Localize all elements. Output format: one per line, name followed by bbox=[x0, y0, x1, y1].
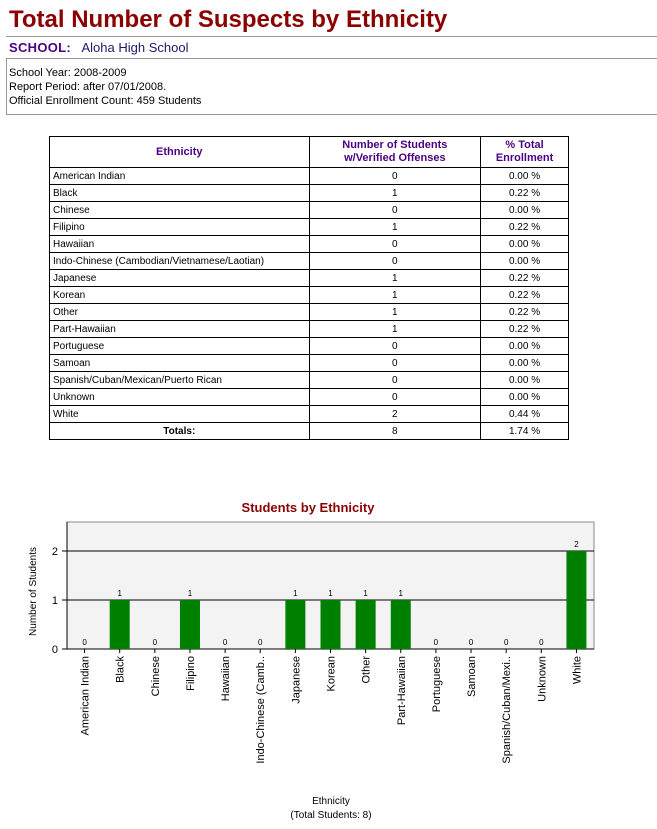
ethnicity-cell: Filipino bbox=[50, 219, 310, 236]
school-name: Aloha High School bbox=[81, 40, 189, 55]
count-cell: 1 bbox=[309, 219, 481, 236]
bar bbox=[356, 600, 376, 649]
ethnicity-cell: Samoan bbox=[50, 355, 310, 372]
table-row bbox=[50, 185, 569, 202]
bar bbox=[566, 551, 586, 649]
pct-cell: 0.22 % bbox=[481, 219, 569, 236]
ethnicity-cell: Spanish/Cuban/Mexican/Puerto Rican bbox=[50, 372, 310, 389]
x-tick-label: Black bbox=[114, 656, 127, 683]
y-tick-label: 2 bbox=[51, 546, 58, 558]
count-cell: 1 bbox=[309, 321, 481, 338]
table-row bbox=[50, 372, 569, 389]
report-title: Total Number of Suspects by Ethnicity bbox=[9, 6, 448, 33]
y-axis-title: Number of Students bbox=[28, 547, 39, 636]
pct-cell: 0.22 % bbox=[481, 185, 569, 202]
table-header-row bbox=[50, 137, 569, 168]
data-label: 1 bbox=[398, 589, 403, 598]
totals-label: Totals: bbox=[50, 423, 310, 440]
bar bbox=[180, 600, 200, 649]
ethnicity-cell: White bbox=[50, 406, 310, 423]
pct-cell: 0.44 % bbox=[481, 406, 569, 423]
totals-count: 8 bbox=[309, 423, 481, 440]
pct-cell: 0.00 % bbox=[481, 389, 569, 406]
ethnicity-cell: Chinese bbox=[50, 202, 310, 219]
bar bbox=[285, 600, 305, 649]
x-tick-label: Indo-Chinese (Camb.. bbox=[255, 656, 268, 764]
ethnicity-cell: Indo-Chinese (Cambodian/Vietnamese/Laotian) bbox=[50, 253, 310, 270]
table-body bbox=[50, 168, 569, 440]
pct-cell: 0.00 % bbox=[481, 168, 569, 185]
table-row bbox=[50, 219, 569, 236]
table-row bbox=[50, 389, 569, 406]
x-tick-label: Chinese bbox=[149, 656, 162, 697]
data-label: 1 bbox=[187, 589, 193, 598]
totals-row bbox=[50, 423, 569, 440]
pct-cell: 0.22 % bbox=[481, 287, 569, 304]
table-row bbox=[50, 406, 569, 423]
count-cell: 0 bbox=[309, 372, 481, 389]
x-tick-label: Part-Hawaiian bbox=[395, 656, 408, 726]
chart-title: Students by Ethnicity bbox=[241, 500, 375, 515]
pct-cell: 0.22 % bbox=[481, 321, 569, 338]
bar bbox=[321, 600, 341, 649]
x-tick-label: White bbox=[571, 656, 584, 685]
ethnicity-table bbox=[49, 136, 569, 440]
x-axis-subtitle: (Total Students: 8) bbox=[290, 810, 372, 821]
data-label: 1 bbox=[363, 589, 368, 598]
x-tick-label: Hawaiian bbox=[220, 656, 233, 702]
pct-cell: 0.00 % bbox=[481, 338, 569, 355]
ethnicity-cell: Korean bbox=[50, 287, 310, 304]
count-cell: 0 bbox=[309, 338, 481, 355]
table-row bbox=[50, 304, 569, 321]
table-row bbox=[50, 168, 569, 185]
data-label: 0 bbox=[503, 638, 509, 647]
data-label: 0 bbox=[258, 638, 263, 647]
pct-cell: 0.00 % bbox=[481, 355, 569, 372]
count-cell: 0 bbox=[309, 389, 481, 406]
data-label: 1 bbox=[117, 589, 122, 598]
pct-cell: 0.22 % bbox=[481, 270, 569, 287]
data-label: 0 bbox=[468, 638, 474, 647]
header-rule-2 bbox=[6, 58, 657, 59]
data-label: 0 bbox=[82, 638, 87, 647]
enrollment-count: Official Enrollment Count: 459 Students bbox=[9, 95, 202, 107]
count-cell: 0 bbox=[309, 355, 481, 372]
school-row bbox=[9, 39, 188, 57]
ethnicity-cell: Unknown bbox=[50, 389, 310, 406]
ethnicity-cell: Other bbox=[50, 304, 310, 321]
x-tick-label: Portuguese bbox=[430, 656, 443, 713]
header-pct: % Total Enrollment bbox=[481, 137, 569, 168]
table-row bbox=[50, 253, 569, 270]
table-row bbox=[50, 236, 569, 253]
header-rule bbox=[6, 36, 657, 37]
pct-cell: 0.00 % bbox=[481, 202, 569, 219]
x-tick-label: Japanese bbox=[290, 656, 303, 704]
pct-cell: 0.00 % bbox=[481, 236, 569, 253]
table-row bbox=[50, 287, 569, 304]
header-rule-left bbox=[6, 58, 7, 114]
report-period: Report Period: after 07/01/2008. bbox=[9, 81, 167, 93]
data-label: 0 bbox=[433, 638, 439, 647]
x-tick-label: Samoan bbox=[466, 656, 479, 697]
data-label: 1 bbox=[293, 589, 298, 598]
pct-cell: 0.22 % bbox=[481, 304, 569, 321]
school-label: SCHOOL: bbox=[9, 40, 72, 55]
data-label: 2 bbox=[574, 540, 579, 549]
x-tick-label: American Indian bbox=[79, 656, 92, 736]
ethnicity-cell: American Indian bbox=[50, 168, 310, 185]
count-cell: 0 bbox=[309, 253, 481, 270]
data-label: 0 bbox=[539, 638, 544, 647]
x-tick-label: Spanish/Cuban/Mexi.. bbox=[501, 656, 514, 764]
ethnicity-cell: Part-Hawaiian bbox=[50, 321, 310, 338]
data-label: 1 bbox=[328, 589, 333, 598]
x-axis-title: Ethnicity bbox=[312, 796, 350, 807]
y-tick-label: 1 bbox=[51, 595, 58, 607]
data-label: 0 bbox=[152, 638, 158, 647]
x-tick-label: Korean bbox=[325, 656, 338, 692]
count-cell: 1 bbox=[309, 304, 481, 321]
header-rule-3 bbox=[6, 114, 657, 115]
ethnicity-cell: Black bbox=[50, 185, 310, 202]
x-tick-label: Other bbox=[360, 656, 373, 684]
count-cell: 0 bbox=[309, 202, 481, 219]
school-year: School Year: 2008-2009 bbox=[9, 67, 127, 79]
count-cell: 2 bbox=[309, 406, 481, 423]
ethnicity-cell: Portuguese bbox=[50, 338, 310, 355]
table-row bbox=[50, 338, 569, 355]
count-cell: 1 bbox=[309, 270, 481, 287]
table-row bbox=[50, 202, 569, 219]
x-tick-label: Filipino bbox=[184, 656, 197, 691]
count-cell: 1 bbox=[309, 185, 481, 202]
ethnicity-cell: Japanese bbox=[50, 270, 310, 287]
count-cell: 0 bbox=[309, 168, 481, 185]
ethnicity-cell: Hawaiian bbox=[50, 236, 310, 253]
table-row bbox=[50, 321, 569, 338]
totals-pct: 1.74 % bbox=[481, 423, 569, 440]
count-cell: 1 bbox=[309, 287, 481, 304]
pct-cell: 0.00 % bbox=[481, 372, 569, 389]
header-ethnicity: Ethnicity bbox=[50, 137, 310, 168]
table-row bbox=[50, 270, 569, 287]
pct-cell: 0.00 % bbox=[481, 253, 569, 270]
ethnicity-bar-chart bbox=[0, 490, 657, 829]
data-label: 0 bbox=[222, 638, 228, 647]
bar bbox=[110, 600, 130, 649]
y-tick-label: 0 bbox=[51, 644, 58, 656]
count-cell: 0 bbox=[309, 236, 481, 253]
table-row bbox=[50, 355, 569, 372]
bar bbox=[391, 600, 411, 649]
header-count: Number of Students w/Verified Offenses bbox=[309, 137, 481, 168]
x-tick-label: Unknown bbox=[536, 656, 549, 702]
